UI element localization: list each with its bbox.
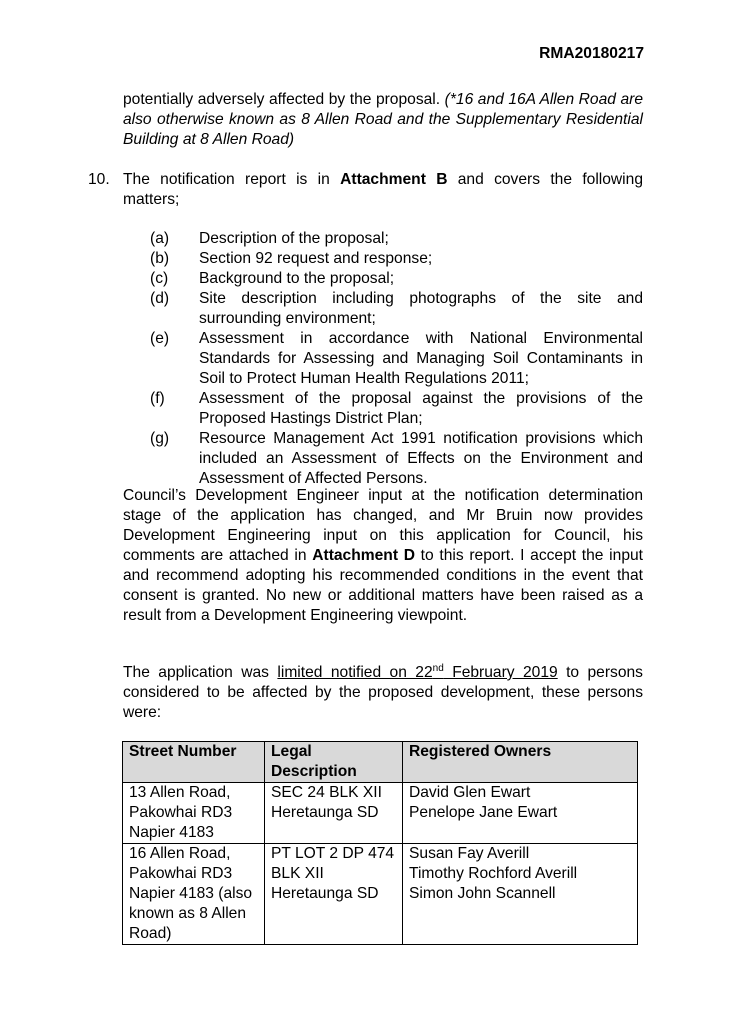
cell-owners [403,844,638,945]
paragraph-10-text-before: The notification report is in [123,171,341,188]
list-item-text: Assessment of the proposal against the provisions of the Proposed Hastings District Plan; [199,390,643,427]
list-item [150,329,643,389]
list-item-text: Background to the proposal; [199,270,395,287]
paragraph-number: 10. [88,171,110,188]
table-row [123,844,638,945]
engineering-text-after: to this report. I accept the input and recommend adopting his recommended conditions in the event that consent is granted. No new or additional matters have been raised as a result from a Development Engineering viewpoint. [123,547,643,624]
date-ordinal: nd [432,662,444,674]
column-header-owners: Registered Owners [403,742,638,783]
cell-street: 16 Allen Road, Pakowhai RD3 Napier 4183 (also known as 8 Allen Road) [123,844,265,945]
engineering-text-before: Council’s Development Engineer input at the notification determination stage of the application has changed, and Mr Bruin now provides Development Engineering input on this application for Council, his comments are attached in [123,487,643,564]
attachment-d-ref: Attachment D [312,547,415,564]
list-item-text: Assessment in accordance with National Environmental Standards for Assessing and Managing Soil Contaminants in Soil to Protect Human Health Regulations 2011; [199,330,643,387]
list-item [150,229,643,249]
cell-legal: PT LOT 2 DP 474 BLK XII Heretaunga SD [265,844,403,945]
cell-legal: SEC 24 BLK XII Heretaunga SD [265,783,403,844]
matters-list [150,229,643,489]
list-item-label: (d) [150,290,170,307]
column-header-legal: Legal Description [265,742,403,783]
list-item-label: (e) [150,330,170,347]
owner-name: Simon John Scannell [409,885,556,902]
list-item-label: (c) [150,270,169,287]
list-item-text: Description of the proposal; [199,230,389,247]
list-item-label: (f) [150,390,165,407]
cell-street: 13 Allen Road, Pakowhai RD3 Napier 4183 [123,783,265,844]
list-item-text: Resource Management Act 1991 notification provisions which included an Assessment of Effects on the Environment and Assessment of Affected Persons. [199,430,643,487]
owner-name: Penelope Jane Ewart [409,804,558,821]
list-item [150,429,643,489]
paragraph-10-text-after: and covers the following matters; [123,171,643,208]
list-item-label: (a) [150,230,170,247]
owner-name: Susan Fay Averill [409,845,530,862]
table-row [123,783,638,844]
list-item-text: Section 92 request and response; [199,250,433,267]
list-item [150,389,643,429]
list-item-label: (g) [150,430,170,447]
notified-date [277,664,557,681]
list-item-label: (b) [150,250,170,267]
paragraph-continuation [123,90,643,150]
list-item-text: Site description including photographs of the site and surrounding environment; [199,290,643,327]
paragraph-engineering [123,486,643,626]
attachment-b-ref: Attachment B [340,171,448,188]
list-item [150,249,643,269]
column-header-street: Street Number [123,742,265,783]
continuation-note: (*16 and 16A Allen Road are also otherwise known as 8 Allen Road and the Supplementary Residential Building at 8 Allen Road) [123,91,643,148]
owner-name: David Glen Ewart [409,784,531,801]
notified-text-after: to persons considered to be affected by the proposed development, these persons were: [123,664,643,721]
owner-name: Timothy Rochford Averill [409,865,578,882]
notified-text-before: The application was [123,664,278,681]
notified-date-start: limited notified on 22 [277,664,433,681]
list-item [150,269,643,289]
cell-owners [403,783,638,844]
paragraph-10 [123,170,643,210]
table-header-row [123,742,638,783]
document-reference: RMA20180217 [539,45,644,62]
paragraph-notified [123,663,643,723]
list-item [150,289,643,329]
continuation-text: potentially adversely affected by the proposal. [123,91,441,108]
affected-persons-table [122,741,638,945]
notified-date-end: February 2019 [443,664,558,681]
